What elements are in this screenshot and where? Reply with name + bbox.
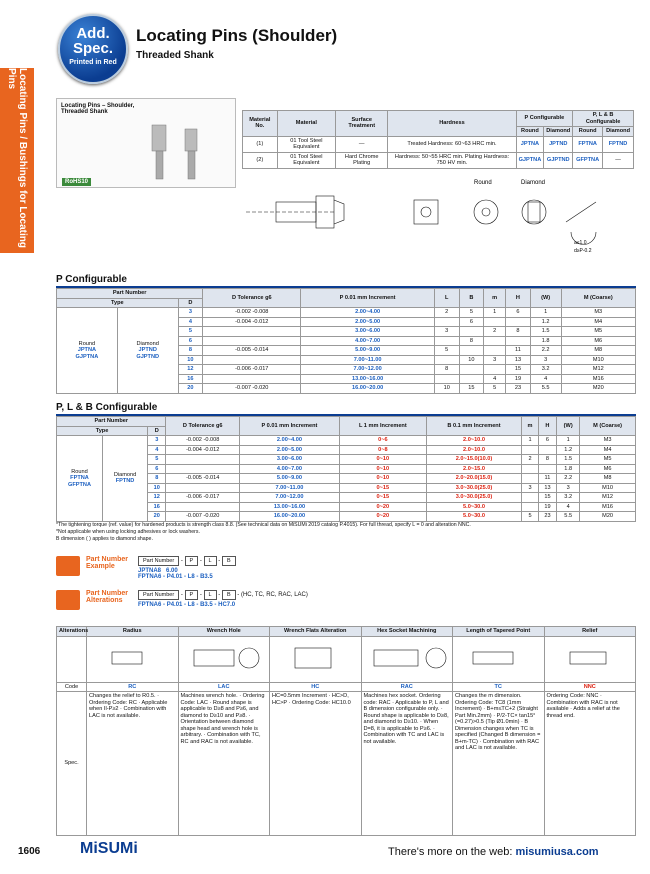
- rac-drawing: [361, 636, 453, 682]
- table-cell: M12: [580, 493, 636, 503]
- table-cell: 3.00~6.00: [239, 455, 339, 465]
- table-cell: [434, 336, 459, 346]
- type-cell: Round FPTNA GFPTNA: [57, 436, 103, 522]
- table-cell: [506, 336, 531, 346]
- table-row: (2) 01 Tool Steel Equivalent Hard Chrome Plating Hardness: 50~55 HRC min. Plating Hardness: 750 HV min. GJPTNA GJPTND GFPTNA —: [243, 152, 634, 168]
- table-cell: 3: [148, 436, 166, 446]
- table-cell: 23: [506, 384, 531, 394]
- table-cell: 1: [530, 308, 561, 318]
- table-cell: 0~6: [339, 436, 426, 446]
- table-cell: M5: [561, 327, 635, 337]
- table-cell: -0.005 -0.014: [166, 474, 239, 484]
- round-label: Round: [474, 180, 492, 186]
- table-cell: -0.004 -0.012: [203, 317, 301, 327]
- p-config-heading: P Configurable: [56, 274, 127, 285]
- table-cell: [459, 327, 484, 337]
- table-cell: 5: [459, 308, 484, 318]
- table-cell: 6: [459, 317, 484, 327]
- table-cell: 2.00~5.00: [301, 317, 435, 327]
- table-cell: 0~8: [339, 445, 426, 455]
- table-cell: 1.8: [557, 464, 580, 474]
- table-cell: 2.0~15.0(10.0): [426, 455, 522, 465]
- part-number-icon: [56, 556, 80, 576]
- table-cell: 19: [538, 502, 556, 512]
- page-subtitle: Threaded Shank: [136, 50, 214, 61]
- table-cell: 2: [484, 327, 506, 337]
- table-cell: 3.0~30.0(25.0): [426, 483, 522, 493]
- type-cell: Diamond FPTND: [103, 436, 148, 522]
- table-cell: 1: [522, 436, 538, 446]
- table-cell: M4: [561, 317, 635, 327]
- table-cell: M12: [561, 365, 635, 375]
- add-spec-badge: Add. Spec. Printed in Red: [58, 14, 128, 84]
- table-cell: [522, 464, 538, 474]
- plb-config-table: Part Number D Tolerance g6 P 0.01 mm Increment L 1 mm Increment B 0.1 mm Increment m H (W) M (Coarse) Type D Round FPTNA GFPTNA Diamond FPTND 3 -0.002 -0.008 2.00~4.00 0~6 2.0~10.0 1 6 1 M3 4 -0.004 -0.012 2.00~5.00 0~8 2.0~10.0 1.2 M4 5 3.00~6.00 0~10 2.0~15.0(10.0) 2 8 1.5 M5 6 4.00~7.00 0~10 2.0~15.0 1.8 M6 8 -0.005 -0.014 5.00~9.00 0~10 2.0~20.0(15.0) 11 2.2 M8 10 7.00~11.00 0~15 3.0~30.0(25.0) 3 13 3 M10 12 -0.006 -0.017 7.00~12.00 0~15 3.0~30.0(25.0) 15 3.2 M12 16 13.00~16.00 0~20 5.0~30.0 19 4 M16 20 -0.007 -0.020 16.00~20.00 0~20 5.0~30.0 5 23 5.5 M20: [56, 416, 636, 522]
- table-cell: 16.00~20.00: [301, 384, 435, 394]
- table-cell: 10: [148, 483, 166, 493]
- table-cell: 20: [148, 512, 166, 522]
- table-cell: [434, 317, 459, 327]
- table-cell: 0~15: [339, 493, 426, 503]
- table-cell: 13.00~16.00: [239, 502, 339, 512]
- type-cell: Round JPTNA GJPTNA: [57, 308, 118, 394]
- table-cell: [203, 374, 301, 384]
- table-cell: M16: [561, 374, 635, 384]
- table-cell: 1.5: [530, 327, 561, 337]
- table-cell: 3: [522, 483, 538, 493]
- table-cell: 15: [459, 384, 484, 394]
- part-number-alterations: Part Number Alterations Part Number - P - L - B - (HC, TC, RC, RAC, LAC) FPTNA6 - P4.01 - L8 - B3.5 - HC7.0: [56, 590, 456, 610]
- table-cell: [522, 502, 538, 512]
- table-cell: M20: [561, 384, 635, 394]
- table-cell: 3.0~30.0(25.0): [426, 493, 522, 503]
- table-cell: [522, 493, 538, 503]
- table-cell: 19: [506, 374, 531, 384]
- website-link[interactable]: misumiusa.com: [515, 846, 599, 858]
- notes-block: *The tightening torque (ref. value) for hardened products is strength class 8.8. (See technical data on MiSUMi 2019 catalog P.4015). For full thread, specify L = 0 and alteration NNC. *Not applicable when using locking adhesives or lock washers. B dimension ( ) applies to diamond shape.: [56, 522, 471, 542]
- table-cell: -0.002 -0.008: [203, 308, 301, 318]
- table-cell: [484, 365, 506, 375]
- table-row: (1) 01 Tool Steel Equivalent — Treated Hardness: 60~63 HRC min. JPTNA JPTND FPTNA FPTND: [243, 136, 634, 152]
- table-cell: 5.5: [557, 512, 580, 522]
- footer-tagline: There's more on the web: misumiusa.com: [388, 846, 599, 858]
- table-cell: 4.00~7.00: [239, 464, 339, 474]
- table-cell: 2.0~20.0(15.0): [426, 474, 522, 484]
- table-cell: -0.004 -0.012: [166, 445, 239, 455]
- alterations-table: Alterations Radius Wrench Hole Wrench Flats Alteration Hex Socket Machining Length of Tapered Point Relief Code RC LAC HC RAC TC NNC Spec. Changes the relief to R0.5. · Ordering Code: RC · Applicable when Il-P≥2 · Combination with LAC is not available. Machines wrench hole. · Ordering Code: LAC · Round shape is applicable to D≥8 and P≥6, and diamond to D≥10 and P≥8. · Orientation between diamond shape head and wrench hole is arbitrary. · Combination with TC, RC and RAC is not available. HC=0.5mm Increment · HC>D, HC>P · Ordering Code: HC10.0 Machines hex socket. Ordering code: RAC · Applicable to P, L and B dimension configurable only. · Round shape is applicable to D≥8, and diamond to D≥10. · When D=8, it is applicable to P≥6. · Combination with TC and LAC is not available. Changes the m dimension. Ordering Code: TC8 (1mm Increment) · B+m≤TC+2 (Straight Part Min.2mm) · P/2-TC× tan15°(=0.27)>0.5 (Tip Ø1.0min) · B Dimension changes when TC is specified (Changed B dimension = B+m-TC) · Combination with RAC and LAC is not available. Ordering Code: NNC · Combination with RAC is not available · Adds a relief at the thread end.: [56, 626, 636, 836]
- table-cell: 1: [557, 436, 580, 446]
- table-cell: 2.0~10.0: [426, 436, 522, 446]
- table-cell: 16: [148, 502, 166, 512]
- table-cell: [166, 455, 239, 465]
- table-cell: M4: [580, 445, 636, 455]
- table-cell: [484, 346, 506, 356]
- table-cell: 5.5: [530, 384, 561, 394]
- table-cell: 16: [178, 374, 203, 384]
- table-cell: 4: [148, 445, 166, 455]
- table-cell: 2.00~4.00: [239, 436, 339, 446]
- page-title: Locating Pins (Shoulder): [136, 26, 338, 45]
- table-cell: M3: [561, 308, 635, 318]
- table-cell: 6: [148, 464, 166, 474]
- table-cell: 10: [459, 355, 484, 365]
- table-cell: 23: [538, 512, 556, 522]
- table-cell: [459, 365, 484, 375]
- note-a: a≤1.0: [574, 240, 587, 246]
- table-row: [57, 308, 636, 318]
- table-cell: 3: [178, 308, 203, 318]
- table-cell: -0.005 -0.014: [203, 346, 301, 356]
- table-cell: 3: [530, 355, 561, 365]
- table-cell: -0.002 -0.008: [166, 436, 239, 446]
- table-cell: 6: [538, 436, 556, 446]
- technical-drawing: [236, 172, 636, 262]
- table-cell: 10: [178, 355, 203, 365]
- table-cell: M16: [580, 502, 636, 512]
- table-cell: [166, 483, 239, 493]
- material-table: Material No. Material Surface Treatment Hardness P Configurable P, L & B Configurable Round Diamond Round Diamond (1) 01 Tool Steel Equivalent — Treated Hardness: 60~63 HRC min. JPTNA JPTND FPTNA FPTND (2) 01 Tool Steel Equivalent Hard Chrome Plating Hardness: 50~55 HRC min. Plating Hardness: 750 HV min. GJPTNA GJPTND GFPTNA —: [242, 110, 634, 169]
- table-cell: 8: [178, 346, 203, 356]
- table-cell: 8: [148, 474, 166, 484]
- table-cell: [538, 464, 556, 474]
- p-config-table: Part Number D Tolerance g6 P 0.01 mm Increment L B m H (W) M (Coarse) Type D Round JPTNA GJPTNA Diamond JPTND GJPTND 3 -0.002 -0.008 2.00~4.00 2 5 1 6 1 M3 4 -0.004 -0.012 2.00~5.00 6 1.2 M4 5 3.00~6.00 3 2 8 1.5 M5 6 4.00~7.00 8 1.8 M6 8 -0.005 -0.014 5.00~9.00 5 11 2.2 M8 10 7.00~11.00 10 3 13 3 M10 12 -0.006 -0.017 7.00~12.00 8 15 3.2 M12 16 13.00~16.00 4 19 4 M16 20 -0.007 -0.020 16.00~20.00 10 15 5 23 5.5 M20: [56, 288, 636, 394]
- table-cell: 2: [522, 455, 538, 465]
- table-cell: M8: [561, 346, 635, 356]
- table-cell: 13: [538, 483, 556, 493]
- table-cell: 2.2: [530, 346, 561, 356]
- table-cell: 10: [434, 384, 459, 394]
- table-cell: 16.00~20.00: [239, 512, 339, 522]
- table-cell: 1.2: [530, 317, 561, 327]
- note-d: d≥P-0.2: [574, 248, 592, 254]
- table-cell: 2: [434, 308, 459, 318]
- table-cell: 13: [506, 355, 531, 365]
- table-cell: 4: [178, 317, 203, 327]
- table-cell: 5.0~30.0: [426, 502, 522, 512]
- table-cell: 0~10: [339, 474, 426, 484]
- table-cell: 3.00~6.00: [301, 327, 435, 337]
- table-cell: 5: [178, 327, 203, 337]
- tc-drawing: [453, 636, 545, 682]
- table-cell: 7.00~11.00: [239, 483, 339, 493]
- table-cell: -0.007 -0.020: [203, 384, 301, 394]
- table-cell: M3: [580, 436, 636, 446]
- table-cell: 1: [484, 308, 506, 318]
- table-cell: 5.00~9.00: [301, 346, 435, 356]
- table-cell: 2.2: [557, 474, 580, 484]
- table-cell: [203, 327, 301, 337]
- table-cell: M8: [580, 474, 636, 484]
- table-cell: 5: [484, 384, 506, 394]
- table-cell: 12: [148, 493, 166, 503]
- table-cell: 7.00~11.00: [301, 355, 435, 365]
- product-image-box: Locating Pins – Shoulder, Threaded Shank: [56, 98, 236, 188]
- table-cell: -0.006 -0.017: [203, 365, 301, 375]
- table-cell: 0~20: [339, 502, 426, 512]
- rc-drawing: [87, 636, 179, 682]
- page-number: 1606: [18, 846, 41, 857]
- type-cell: Diamond JPTND GJPTND: [117, 308, 178, 394]
- table-cell: 3: [484, 355, 506, 365]
- table-cell: [522, 474, 538, 484]
- table-cell: [484, 317, 506, 327]
- misumi-logo: MiSUMi: [80, 840, 138, 857]
- table-cell: 8: [459, 336, 484, 346]
- table-cell: 0~15: [339, 483, 426, 493]
- table-cell: 4: [557, 502, 580, 512]
- table-cell: 2.00~5.00: [239, 445, 339, 455]
- table-cell: 5: [434, 346, 459, 356]
- table-cell: 1.5: [557, 455, 580, 465]
- table-row: [57, 436, 636, 446]
- table-cell: 7.00~12.00: [301, 365, 435, 375]
- table-cell: M20: [580, 512, 636, 522]
- table-cell: M10: [580, 483, 636, 493]
- table-cell: M6: [561, 336, 635, 346]
- table-cell: [506, 317, 531, 327]
- table-cell: 2.00~4.00: [301, 308, 435, 318]
- table-cell: 7.00~12.00: [239, 493, 339, 503]
- hc-drawing: [270, 636, 362, 682]
- table-cell: 6: [178, 336, 203, 346]
- table-cell: 0~20: [339, 512, 426, 522]
- table-cell: 3.2: [557, 493, 580, 503]
- table-cell: 4: [530, 374, 561, 384]
- table-cell: 5: [148, 455, 166, 465]
- table-cell: 3: [557, 483, 580, 493]
- table-cell: 2.0~10.0: [426, 445, 522, 455]
- table-cell: [203, 355, 301, 365]
- wrench-icon: [56, 590, 80, 610]
- table-cell: 0~10: [339, 455, 426, 465]
- table-cell: [538, 445, 556, 455]
- table-cell: 15: [538, 493, 556, 503]
- table-cell: 11: [506, 346, 531, 356]
- table-cell: 1.8: [530, 336, 561, 346]
- table-cell: 15: [506, 365, 531, 375]
- table-cell: [459, 346, 484, 356]
- table-cell: M5: [580, 455, 636, 465]
- table-cell: 6: [506, 308, 531, 318]
- table-cell: [522, 445, 538, 455]
- table-cell: 12: [178, 365, 203, 375]
- table-cell: M10: [561, 355, 635, 365]
- rohs-badge: RoHS10: [62, 178, 91, 186]
- table-cell: 8: [538, 455, 556, 465]
- table-cell: [459, 374, 484, 384]
- table-cell: 8: [506, 327, 531, 337]
- table-cell: 5.00~9.00: [239, 474, 339, 484]
- table-cell: [166, 464, 239, 474]
- table-cell: 5: [522, 512, 538, 522]
- table-cell: 0~10: [339, 464, 426, 474]
- table-cell: 3.2: [530, 365, 561, 375]
- table-cell: [434, 374, 459, 384]
- table-cell: 13.00~16.00: [301, 374, 435, 384]
- table-cell: [484, 336, 506, 346]
- table-cell: 5.0~30.0: [426, 512, 522, 522]
- plb-config-heading: P, L & B Configurable: [56, 402, 158, 413]
- table-cell: 3: [434, 327, 459, 337]
- table-cell: 1.2: [557, 445, 580, 455]
- table-cell: 2.0~15.0: [426, 464, 522, 474]
- table-cell: M6: [580, 464, 636, 474]
- part-number-example: Part Number Example Part Number - P - L - B JPTNA8 6.00 FPTNA6 - P4.01 - L8 - B3.5: [56, 556, 356, 580]
- table-cell: 8: [434, 365, 459, 375]
- table-cell: [203, 336, 301, 346]
- lac-drawing: [178, 636, 270, 682]
- table-cell: 11: [538, 474, 556, 484]
- table-cell: 4: [484, 374, 506, 384]
- table-cell: 20: [178, 384, 203, 394]
- table-cell: -0.006 -0.017: [166, 493, 239, 503]
- diamond-label: Diamond: [521, 180, 546, 186]
- table-cell: [434, 355, 459, 365]
- nnc-drawing: [544, 636, 636, 682]
- table-cell: 4.00~7.00: [301, 336, 435, 346]
- table-cell: [166, 502, 239, 512]
- section-sidebar-tab: Locating Pins / Bushings for Locating Pins: [0, 68, 34, 253]
- table-cell: -0.007 -0.020: [166, 512, 239, 522]
